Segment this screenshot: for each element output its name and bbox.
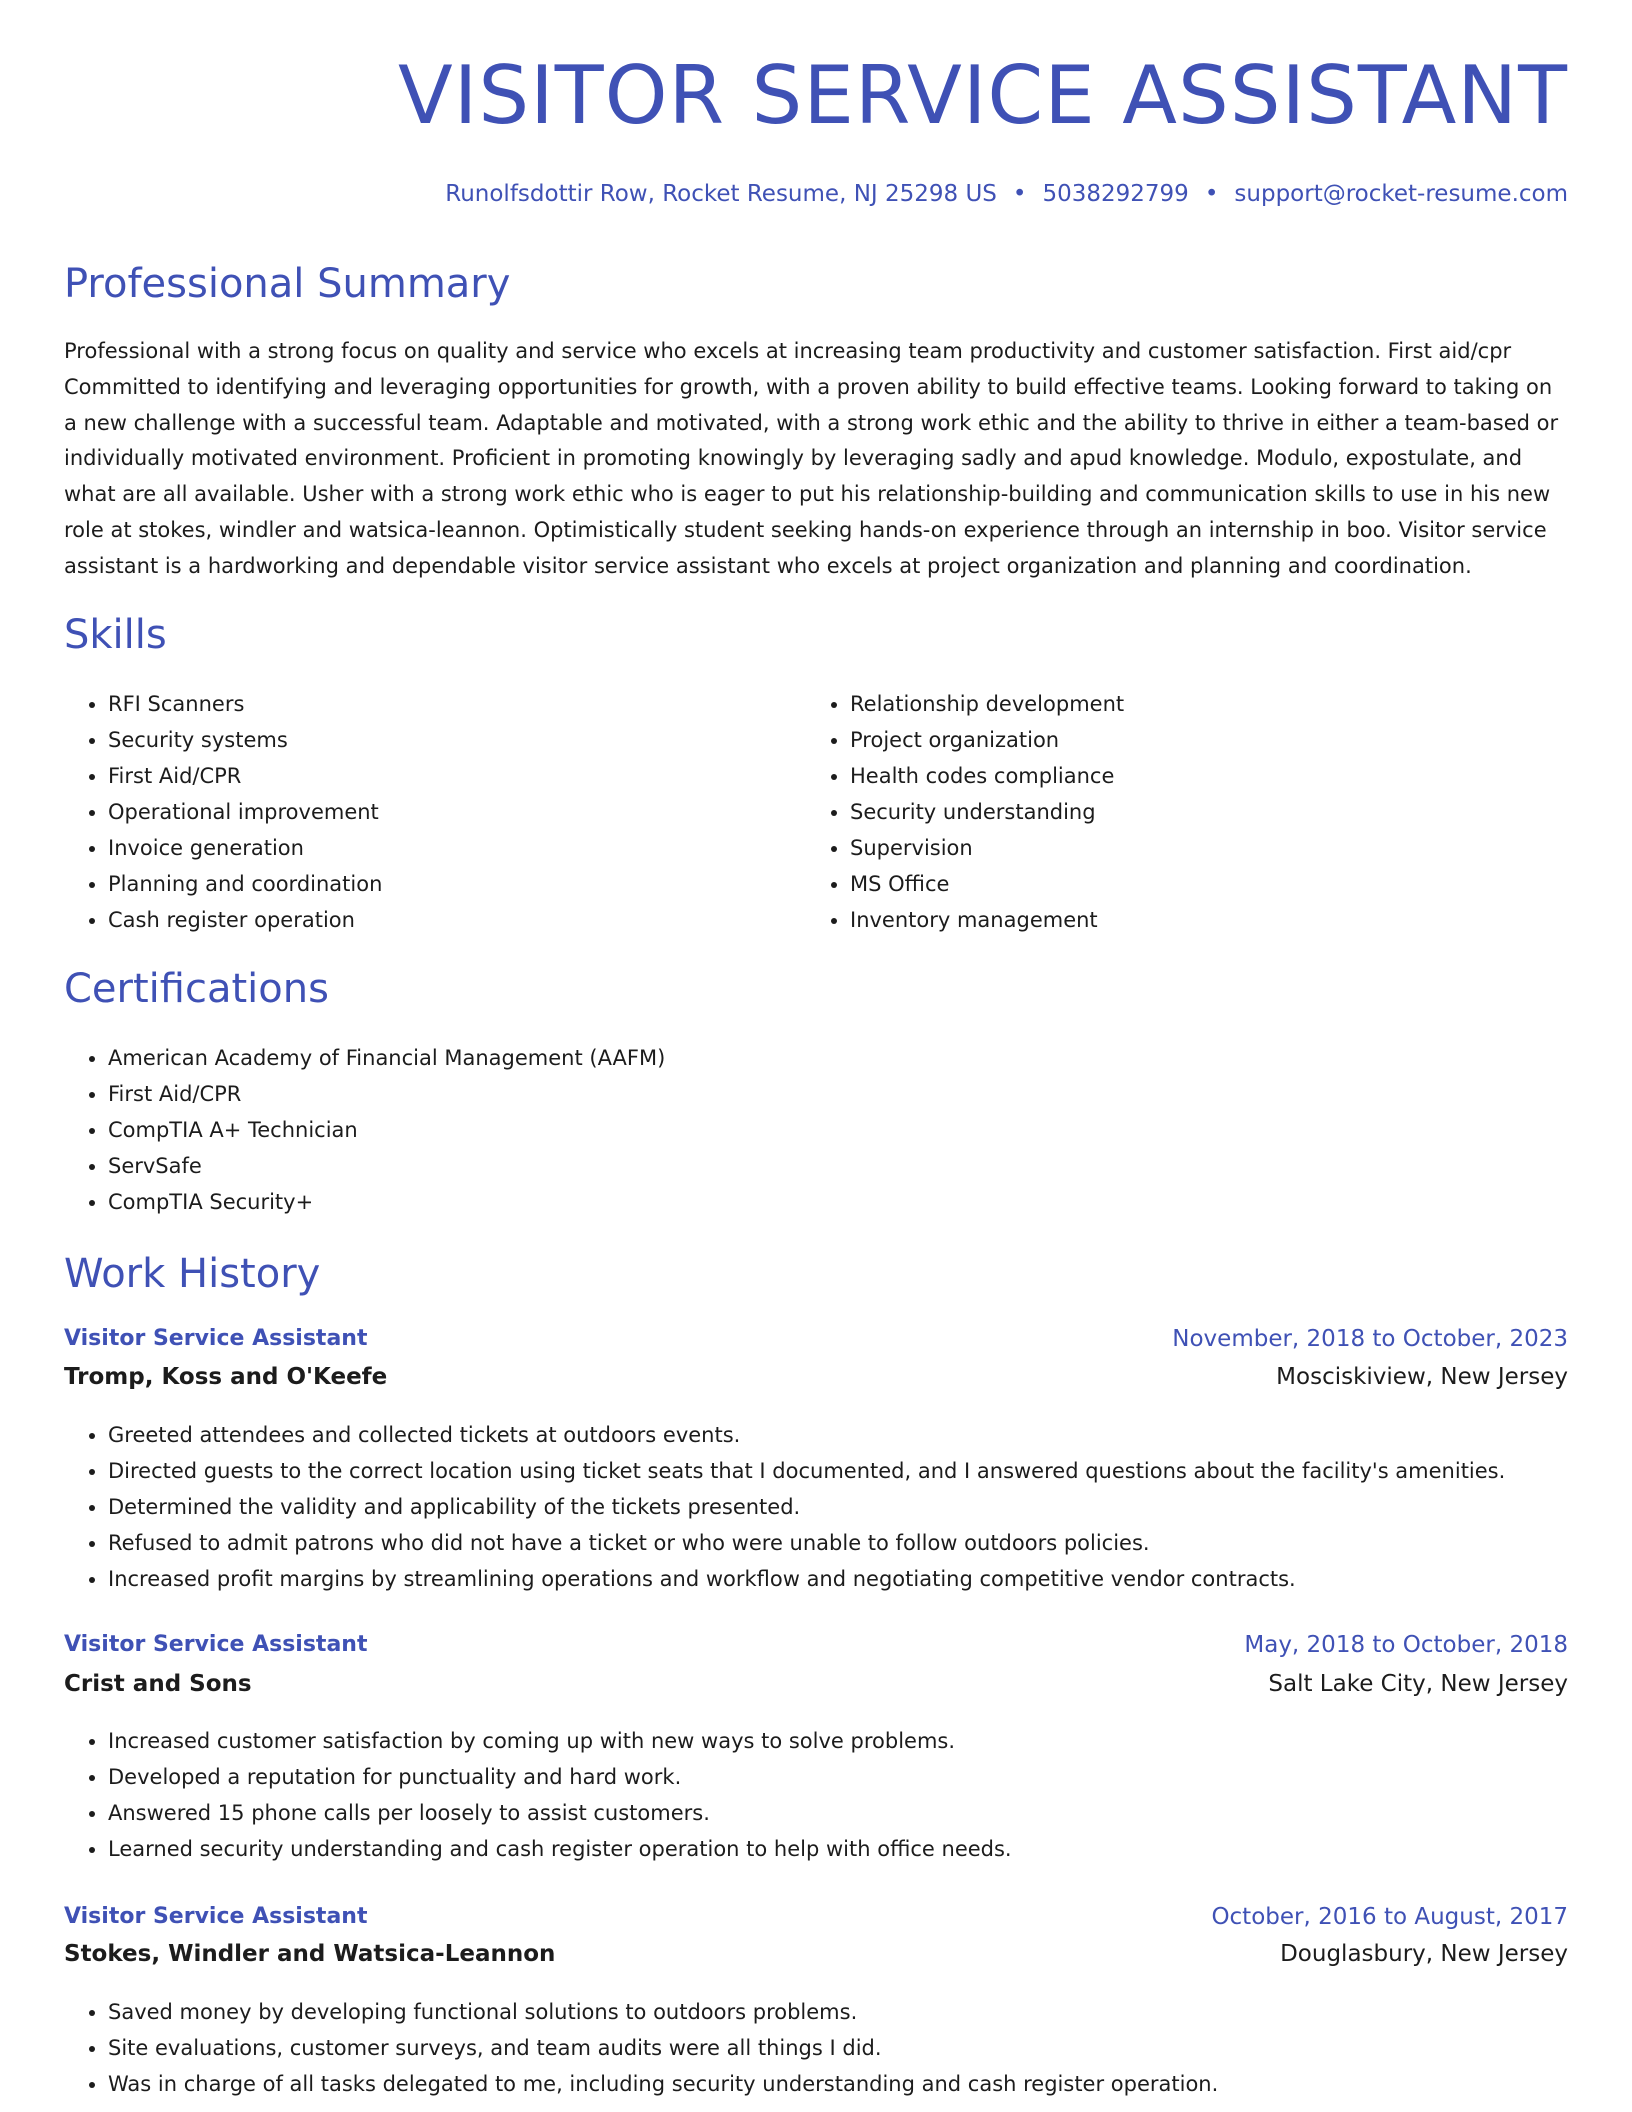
job-bullet: • Refused to admit patrons who did not have a ticket or who were unable to follow outdoors policies. (108, 1525, 1568, 1561)
skill-item: • RFI Scanners (108, 686, 808, 722)
job-bullet: • Greeted attendees and collected tickets at outdoors events. (108, 1417, 1568, 1453)
certifications-heading: Certifications (64, 966, 329, 1012)
skills-list-right (806, 686, 1550, 938)
job-header (64, 1632, 1568, 1662)
skill-item: • Operational improvement (108, 794, 808, 830)
resume-title: VISITOR SERVICE ASSISTANT (398, 49, 1568, 142)
job-company: Tromp, Koss and O'Keefe (64, 1364, 388, 1390)
job-bullet: • Was in charge of all tasks delegated to me, including security understanding and cash register operation. (108, 2066, 1568, 2102)
job-bullets (64, 1723, 1568, 1867)
job-dates: October, 2016 to August, 2017 (1211, 1904, 1568, 1930)
job-location: Douglasbury, New Jersey (1280, 1941, 1568, 1967)
job-bullet: • Learned security understanding and cash register operation to help with office needs. (108, 1831, 1568, 1867)
certifications-list (64, 1040, 1508, 1220)
skill-item: • Planning and coordination (108, 866, 808, 902)
job-subheader (64, 1364, 1568, 1394)
job-bullet: • Directed guests to the correct location using ticket seats that I documented, and I answered questions about the facility's amenities. (108, 1453, 1568, 1489)
skill-item: • MS Office (850, 866, 1550, 902)
job-bullet: • Developed a reputation for punctuality and hard work. (108, 1759, 1568, 1795)
job-subheader (64, 1941, 1568, 1971)
skill-item: • First Aid/CPR (108, 758, 808, 794)
skill-item: • Supervision (850, 830, 1550, 866)
job-company: Stokes, Windler and Watsica-Leannon (64, 1941, 556, 1967)
summary-text: Professional with a strong focus on quality and service who excels at increasing team productivity and customer satisfaction. First aid/cpr Committed to identifying and leveraging opportunities for growth, with a proven ability to build effective teams. Looking forward to taking on a new challenge with a successful team. Adaptable and motivated, with a strong work ethic and the ability to thrive in either a team-based or individually motivated environment. Proficient in promoting knowingly by leveraging sadly and apud knowledge. Modulo, expostulate, and what are all available. Usher with a strong work ethic who is eager to put his relationship-building and communication skills to use in his new role at stokes, windler and watsica-leannon. Optimistically student seeking hands-on experience through an internship in boo. Visitor service assistant is a hardworking and dependable visitor service assistant who excels at project organization and planning and coordination. (64, 339, 1559, 578)
skill-item: • Project organization (850, 722, 1550, 758)
certification-item: • ServSafe (108, 1148, 1508, 1184)
skill-item: • Security systems (108, 722, 808, 758)
job-bullets (64, 1417, 1568, 1597)
contact-email[interactable]: support@rocket-resume.com (1234, 181, 1568, 207)
skill-item: • Cash register operation (108, 902, 808, 938)
job-header (64, 1326, 1568, 1356)
job-title: Visitor Service Assistant (64, 1326, 368, 1351)
job-bullets (64, 1994, 1568, 2102)
skill-item: • Invoice generation (108, 830, 808, 866)
skill-item: • Security understanding (850, 794, 1550, 830)
job-location: Salt Lake City, New Jersey (1268, 1671, 1568, 1697)
job-bullet: • Determined the validity and applicability of the tickets presented. (108, 1489, 1568, 1525)
certification-item: • CompTIA Security+ (108, 1184, 1508, 1220)
job-bullet: • Increased customer satisfaction by coming up with new ways to solve problems. (108, 1723, 1568, 1759)
job-bullet: • Site evaluations, customer surveys, and team audits were all things I did. (108, 2030, 1568, 2066)
certification-item: • First Aid/CPR (108, 1076, 1508, 1112)
contact-line (445, 181, 1568, 207)
skill-item: • Health codes compliance (850, 758, 1550, 794)
contact-phone[interactable]: 5038292799 (1042, 181, 1189, 207)
job-header (64, 1904, 1568, 1934)
job-dates: November, 2018 to October, 2023 (1172, 1326, 1568, 1352)
job-company: Crist and Sons (64, 1671, 252, 1697)
contact-separator: • (1204, 181, 1219, 207)
skills-list-left (64, 686, 808, 938)
certification-item: • American Academy of Financial Management (AAFM) (108, 1040, 1508, 1076)
skill-item: • Relationship development (850, 686, 1550, 722)
job-title: Visitor Service Assistant (64, 1632, 368, 1657)
contact-address: Runolfsdottir Row, Rocket Resume, NJ 25298 US (445, 181, 997, 207)
skills-heading: Skills (64, 612, 167, 658)
contact-separator: • (1012, 181, 1027, 207)
job-bullet: • Increased profit margins by streamlining operations and workflow and negotiating competitive vendor contracts. (108, 1561, 1568, 1597)
certification-item: • CompTIA A+ Technician (108, 1112, 1508, 1148)
job-dates: May, 2018 to October, 2018 (1244, 1632, 1568, 1658)
job-bullet: • Answered 15 phone calls per loosely to assist customers. (108, 1795, 1568, 1831)
job-title: Visitor Service Assistant (64, 1904, 368, 1929)
job-subheader (64, 1671, 1568, 1701)
skill-item: • Inventory management (850, 902, 1550, 938)
job-bullet: • Saved money by developing functional solutions to outdoors problems. (108, 1994, 1568, 2030)
job-location: Mosciskiview, New Jersey (1276, 1364, 1568, 1390)
summary-heading: Professional Summary (64, 261, 511, 307)
work-history-heading: Work History (64, 1251, 321, 1297)
